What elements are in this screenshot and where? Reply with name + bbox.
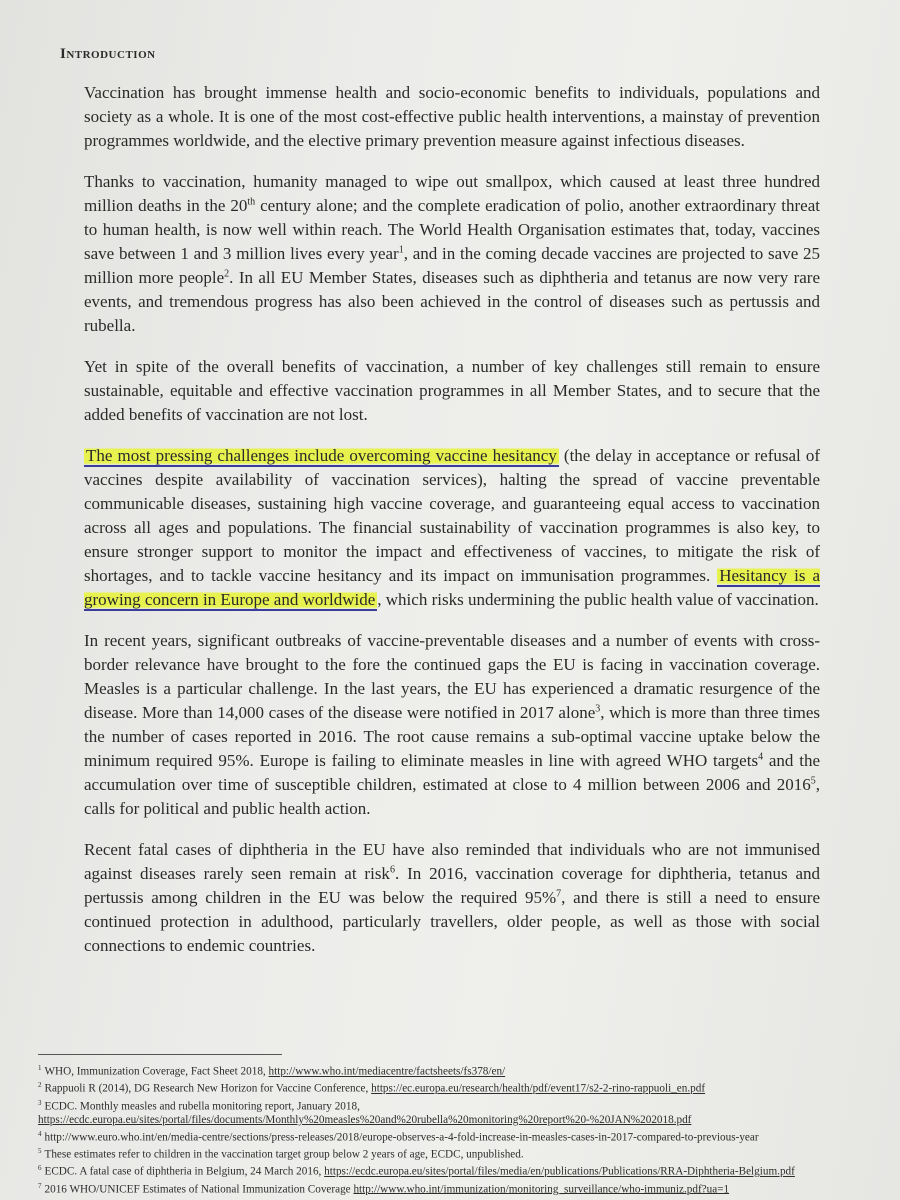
section-heading: Introduction <box>60 46 156 62</box>
paragraph-2-text-b: century alone; and the complete eradication of polio, another extraordinary threat to human health, is now well within reach. The World Health Organisation estimates that, today, vaccines save between 1 and 3 million lives every year <box>84 196 820 263</box>
footnote-ref-1[interactable]: 1 <box>398 244 404 256</box>
paragraph-4-text-a: (the delay in acceptance or refusal of vaccines despite availability of vaccination services), halting the spread of vaccine preventable communicable diseases, sustaining high vaccine coverage, and guaranteeing equal access to vaccination across all ages and populations. The financial sustainability of vaccination programmes is also key, to ensure stronger support to monitor the impact and effectiveness of vaccines, to mitigate the risk of shortages, and to tackle vaccine hesitancy and its impact on immunisation programmes. <box>84 446 820 585</box>
footnote-link[interactable]: http://www.who.int/immunization/monitoring_surveillance/who-immuniz.pdf?ua=1 <box>353 1183 730 1196</box>
footnote-number: 3 <box>38 1098 42 1107</box>
footnote-link[interactable]: https://ecdc.europa.eu/sites/portal/files/media/en/publications/Publications/RRA-Diphtheria-Belgium.pdf <box>324 1165 795 1178</box>
paragraph-4-text-b: , which risks undermining the public health value of vaccination. <box>377 590 819 609</box>
footnote-text[interactable]: http://www.euro.who.int/en/media-centre/sections/press-releases/2018/europe-observes-a-4-fold-increase-in-measles-cases-in-2017-compared-to-previous-year <box>44 1131 759 1144</box>
paragraph-5-text-a: In recent years, significant outbreaks of vaccine-preventable diseases and a number of events with cross-border relevance have brought to the fore the continued gaps the EU is facing in vaccination coverage. Measles is a particular challenge. In the last years, the EU has experienced a dramatic resurgence of the disease. More than 14,000 cases of the disease were notified in 2017 alone <box>84 631 820 722</box>
footnote-ref-5[interactable]: 5 <box>810 775 816 787</box>
footnote-text: 2016 WHO/UNICEF Estimates of National Immunization Coverage <box>44 1183 354 1196</box>
footnote-separator <box>38 1054 282 1055</box>
footnote-1 <box>38 1062 838 1079</box>
footnote-number: 4 <box>38 1129 42 1138</box>
footnote-2 <box>38 1079 838 1096</box>
paragraph-1-text: Vaccination has brought immense health and socio-economic benefits to individuals, populations and society as a whole. It is one of the most cost-effective public health interventions, a mainstay of prevention programmes worldwide, and the elective primary prevention measure against infectious diseases. <box>84 83 820 150</box>
footnote-ref-2[interactable]: 2 <box>224 268 230 280</box>
footnote-ref-6[interactable]: 6 <box>389 864 395 876</box>
paragraph-6-text-c: , and there is still a need to ensure continued protection in adulthood, particularly travellers, older people, as well as those with social connections to endemic countries. <box>84 888 820 955</box>
paragraph-6 <box>84 838 820 958</box>
footnotes <box>38 1062 838 1197</box>
footnote-4 <box>38 1128 838 1145</box>
footnote-ref-4[interactable]: 4 <box>758 751 764 763</box>
footnote-7 <box>38 1180 838 1197</box>
footnote-number: 7 <box>38 1181 42 1190</box>
footnote-text: Rappuoli R (2014), DG Research New Horizon for Vaccine Conference, <box>44 1083 372 1096</box>
footnote-3 <box>38 1097 838 1128</box>
footnote-text: ECDC. Monthly measles and rubella monitoring report, January 2018, <box>44 1100 360 1113</box>
paragraph-6-text-b: . In 2016, vaccination coverage for diphtheria, tetanus and pertussis among children in the EU was below the required 95% <box>84 864 821 907</box>
paragraph-3-text: Yet in spite of the overall benefits of vaccination, a number of key challenges still remain to ensure sustainable, equitable and effective vaccination programmes in all Member States, and to secure that the added benefits of vaccination are not lost. <box>84 357 820 424</box>
paragraph-1 <box>84 81 820 153</box>
paragraph-2 <box>84 170 820 338</box>
footnote-link[interactable]: http://www.who.int/mediacentre/factsheets/fs378/en/ <box>268 1065 506 1078</box>
footnote-text: ECDC. A fatal case of diphtheria in Belgium, 24 March 2016, <box>44 1165 325 1178</box>
paragraph-5-text-d: , calls for political and public health action. <box>84 775 820 818</box>
footnote-number: 2 <box>38 1081 42 1090</box>
footnote-number: 6 <box>38 1164 42 1173</box>
paragraph-6-text-a: Recent fatal cases of diphtheria in the EU have also reminded that individuals who are not immunised against diseases rarely seen remain at risk <box>84 840 820 883</box>
paragraph-5-text-c: and the accumulation over time of susceptible children, estimated at close to 4 million between 2006 and 2016 <box>84 751 820 794</box>
footnote-5 <box>38 1145 838 1162</box>
paragraph-2-text-a: Thanks to vaccination, humanity managed to wipe out smallpox, which caused at least three hundred million deaths in the 20 <box>84 172 820 215</box>
highlight-growing-concern: Hesitancy is a growing concern in Europe and worldwide <box>84 566 820 609</box>
footnote-ref-3[interactable]: 3 <box>595 703 601 715</box>
paragraph-5-text-b: , which is more than three times the number of cases reported in 2016. The root cause remains a sub-optimal vaccine uptake below the minimum required 95%. Europe is failing to eliminate measles in line with agreed WHO targets <box>84 703 821 770</box>
paragraph-4 <box>84 444 820 612</box>
document-body <box>60 46 821 975</box>
paragraph-3 <box>84 355 820 427</box>
footnote-6 <box>38 1162 838 1179</box>
paragraph-5 <box>84 629 820 821</box>
footnote-number: 5 <box>38 1146 42 1155</box>
footnote-text: These estimates refer to children in the vaccination target group below 2 years of age, ECDC, unpublished. <box>44 1148 524 1161</box>
paragraph-2-text-c: , and in the coming decade vaccines are projected to save 25 million more people <box>84 244 821 287</box>
paragraph-2-text-d: . In all EU Member States, diseases such as diphtheria and tetanus are now very rare events, and tremendous progress has also been achieved in the control of diseases such as pertussis and rubella. <box>84 268 821 335</box>
footnote-text: WHO, Immunization Coverage, Fact Sheet 2018, <box>44 1065 269 1078</box>
footnote-link[interactable]: https://ec.europa.eu/research/health/pdf/event17/s2-2-rino-rappuoli_en.pdf <box>371 1083 706 1096</box>
highlight-vaccine-hesitancy: The most pressing challenges include overcoming vaccine hesitancy <box>86 446 557 465</box>
footnote-link[interactable]: https://ecdc.europa.eu/sites/portal/files/documents/Monthly%20measles%20and%20rubella%20monitoring%20report%20-%20JAN%202018.pdf <box>38 1113 692 1126</box>
footnote-ref-7[interactable]: 7 <box>556 888 562 900</box>
footnote-number: 1 <box>38 1064 42 1072</box>
superscript-th: th <box>247 196 256 208</box>
